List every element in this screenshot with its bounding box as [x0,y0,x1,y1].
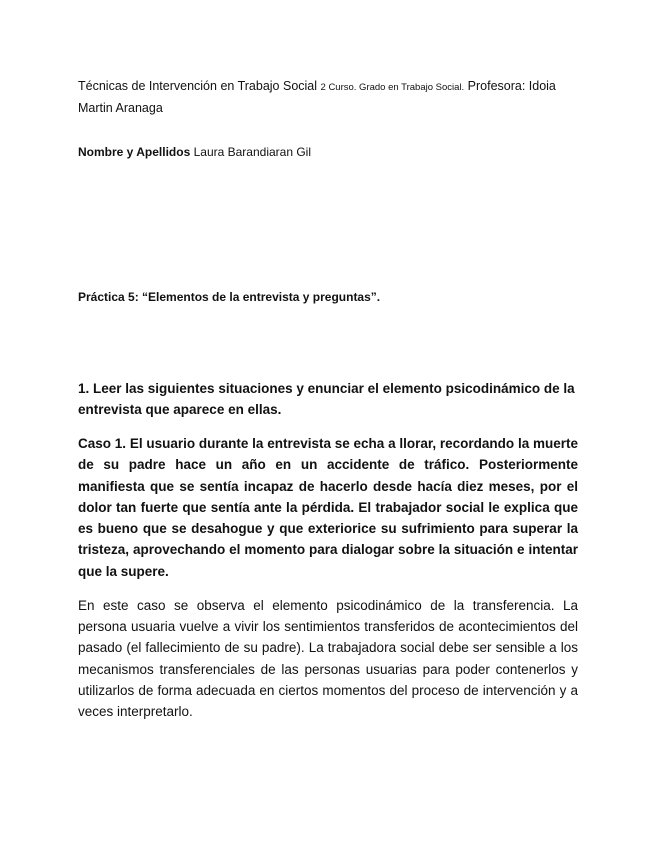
document-header [78,76,578,118]
course-title: Técnicas de Intervención en Trabajo Social [78,79,318,93]
case-1-text: Caso 1. El usuario durante la entrevista se echa a llorar, recordando la muerte de su padre hace un año en un accidente de tráfico. Posteriormente manifiesta que se sentía incapaz de hacerlo desde hacía diez meses, por el dolor tan fuerte que sentía ante la pérdida. El trabajador social le explica que es bueno que se desahogue y que exteriorice su sufrimiento para superar la tristeza, aprovechando el momento para dialogar sobre la situación e intentar que la supere. [78,436,578,579]
student-name: Laura Barandiaran Gil [193,145,311,159]
practice-title: Práctica 5: “Elementos de la entrevista y preguntas”. [78,290,381,304]
answer-1-text: En este caso se observa el elemento psicodinámico de la transferencia. La persona usuaria vuelve a vivir los sentimientos transferidos de acontecimientos del pasado (el fallecimiento de su padre). La trabajadora social debe ser sensible a los mecanismos transferenciales de las personas usuarias para poder contenerlos y utilizarlos de forma adecuada en ciertos momentos del proceso de intervención y a veces interpretarlo. [78,598,578,720]
question-1: 1. Leer las siguientes situaciones y enunciar el elemento psicodinámico de la entrevista que aparece en ellas. [78,381,575,417]
course-detail: 2 Curso. Grado en Trabajo Social. [320,82,465,93]
student-name-label: Nombre y Apellidos [78,145,191,159]
professor-name: Profesora: Idoia Martin Aranaga [78,79,556,115]
student-name-line [78,143,311,161]
